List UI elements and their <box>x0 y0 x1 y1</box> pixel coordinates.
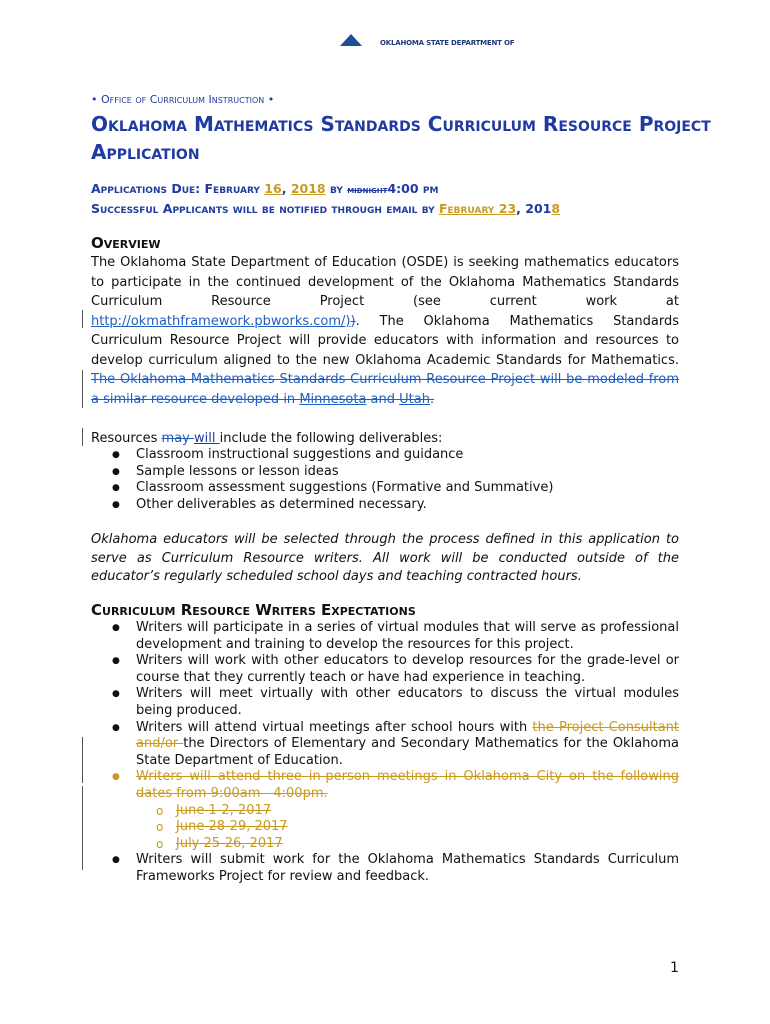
inserted-day: 16 <box>264 181 282 196</box>
date-item: o June 1-2, 2017 <box>156 803 679 820</box>
change-bar <box>82 310 83 328</box>
due-block <box>91 180 731 218</box>
list-item: ● Writers will participate in a series of virtual modules that will serve as professional development and training to develop the resources for this project. <box>112 620 679 653</box>
overview-heading: Overview <box>91 234 161 252</box>
inserted-notify-date: February 23 <box>438 201 517 216</box>
change-bar <box>82 737 83 783</box>
page-number: 1 <box>670 960 679 976</box>
osde-logo <box>340 34 515 48</box>
deleted-sentence: The Oklahoma Mathematics Standards Curriculum Resource Project will be modeled from a similar resource developed in Minnesota and Utah. <box>91 372 679 407</box>
applications-due-line: Applications Due: February 16, 2018 by midnight4:00 pm <box>91 181 439 196</box>
change-bar <box>82 786 83 870</box>
date-item: o June 28-29, 2017 <box>156 819 679 836</box>
list-item: ● Other deliverables as determined necessary. <box>112 497 679 514</box>
list-item-deleted: ● Writers will attend three in-person meetings in Oklahoma City on the following dates from 9:00am - 4:00pm. o June 1-2, 2017 o June 28-29, 2017 o July 25-26, 2017 <box>112 769 679 852</box>
logo-mark-icon <box>340 34 362 46</box>
list-item: ● Writers will submit work for the Oklahoma Mathematics Standards Curriculum Frameworks Project for review and feedback. <box>112 852 679 885</box>
expectations-list <box>112 620 679 886</box>
expectations-heading: Curriculum Resource Writers Expectations <box>91 601 416 619</box>
overview-paragraph: The Oklahoma State Department of Education (OSDE) is seeking mathematics educators to participate in the continued development of the Oklahoma Mathematics Standards Curriculum Resource Project (see current work at http://okmathframework.pbworks.com/)). The Oklahoma Mathematics Standards Curriculum Resource Project will provide educators with information and resources to develop curriculum aligned to the new Oklahoma Academic Standards for Mathematics. The Oklahoma Mathematics Standards Curriculum Resource Project will be modeled from a similar resource developed in Minnesota and Utah. <box>91 255 679 407</box>
dates-sublist <box>136 803 679 853</box>
logo-text: OKLAHOMA STATE DEPARTMENT OF <box>380 39 515 47</box>
date-item: o July 25-26, 2017 <box>156 836 679 853</box>
resources-lead: Resources may will include the following deliverables: <box>91 431 443 446</box>
inserted-notify-year: 8 <box>551 201 561 216</box>
list-item: ● Classroom instructional suggestions and guidance <box>112 447 679 464</box>
list-item: ● Writers will attend virtual meetings after school hours with the Project Consultant and/or the Directors of Elementary and Secondary Mathematics for the Oklahoma State Department of Education. <box>112 720 679 770</box>
deleted-time: midnight <box>347 185 388 196</box>
pbworks-link[interactable]: http://okmathframework.pbworks.com/) <box>91 313 351 329</box>
selection-note: Oklahoma educators will be selected through the process defined in this application to serve as Curriculum Resource writers. All work will be conducted outside of the educator’s regularly scheduled school days and teaching contracted hours. <box>91 532 679 584</box>
list-item: ● Writers will work with other educators to develop resources for the grade-level or course that they currently teach or have had experience in teaching. <box>112 653 679 686</box>
list-item: ● Writers will meet virtually with other educators to discuss the virtual modules being produced. <box>112 686 679 719</box>
office-line: • Office of Curriculum Instruction • <box>91 93 275 106</box>
list-item: ● Sample lessons or lesson ideas <box>112 464 679 481</box>
page-title: Oklahoma Mathematics Standards Curriculum Resource Project Application <box>91 112 711 164</box>
new-time: 4:00 pm <box>387 181 439 196</box>
change-bar <box>82 370 83 408</box>
list-item: ● Classroom assessment suggestions (Formative and Summative) <box>112 480 679 497</box>
deliverables-list <box>112 447 679 513</box>
change-bar <box>82 428 83 446</box>
inserted-year: 2018 <box>290 181 326 196</box>
notification-line: Successful Applicants will be notified through email by February 23, 2018 <box>91 201 561 216</box>
